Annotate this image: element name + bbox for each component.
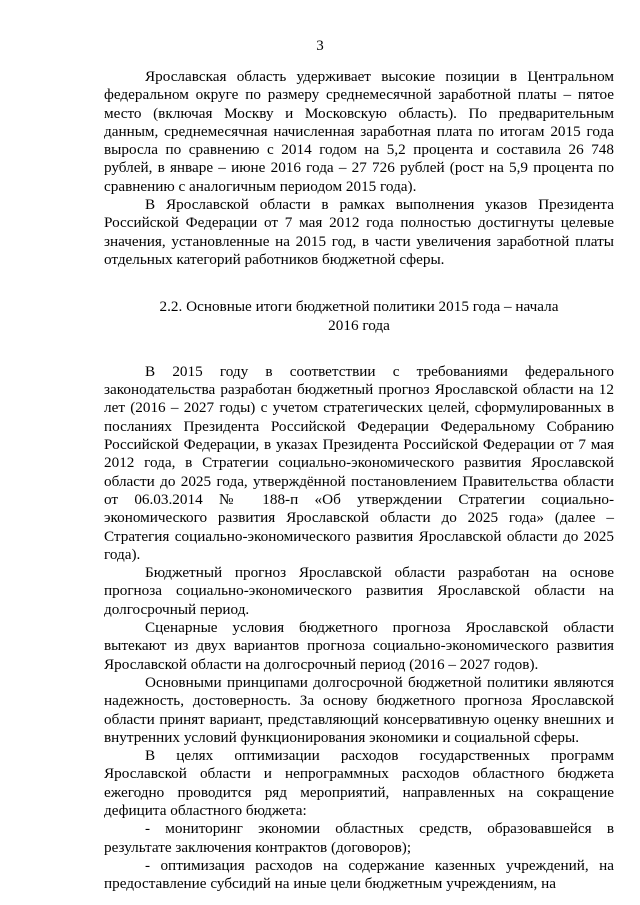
paragraph-principles: Основными принципами долгосрочной бюджетной политики являются надежность, достоверность. За основу бюджетного прогноза Ярославской области принят вариант, представляющий консервативную оценку внешних и внутренних условий функционирования экономики и социальной сферы. [104,673,614,746]
list-item-cost-optimization: - оптимизация расходов на содержание казенных учреждений, на предоставление субсидий на иные цели бюджетным учреждениям, на [104,856,614,893]
list-item-monitoring: - мониторинг экономии областных средств, образовавшейся в результате заключения контрактов (договоров); [104,820,614,856]
page-content [104,68,614,893]
section-heading [104,298,614,335]
paragraph-scenario-conditions: Сценарные условия бюджетного прогноза Ярославской области вытекают из двух вариантов прогноза социально-экономического развития Ярославской области на долгосрочный период (2016 – 2027 годов). [104,619,614,673]
paragraph-presidential-decrees: В Ярославской области в рамках выполнения указов Президента Российской Федерации от 7 мая 2012 года полностью достигнуты целевые значения, установленные на 2015 год, в части увеличения заработной платы отдельных категорий работников бюджетной сферы. [104,196,614,268]
paragraph-budget-forecast: В 2015 году в соответствии с требованиями федерального законодательства разработан бюджетный прогноз Ярославской области на 12 лет (2016 – 2027 годы) с учетом стратегических целей, сформулированных в посланиях Президента Российской Федерации Федеральному Собранию Российской Федерации, в указах Президента Российской Федерации от 7 мая 2012 года, в Стратегии социально-экономического развития Ярославской области до 2025 года, утверждённой постановлением Правительства области от 06.03.2014 № 188-п «Об утверждении Стратегии социально-экономического развития Ярославской области до 2025 года» (далее – Стратегия социально-экономического развития Ярославской области до 2025 года). [104,362,614,563]
paragraph-forecast-basis: Бюджетный прогноз Ярославской области разработан на основе прогноза социально-экономического развития Ярославской области на долгосрочный период. [104,564,614,618]
paragraph-salary-ranking: Ярославская область удерживает высокие позиции в Центральном федеральном округе по размеру среднемесячной заработной платы – пятое место (включая Москву и Московскую область). По предварительным данным, среднемесячная начисленная заработная плата по итогам 2015 года выросла по сравнению с 2014 годом на 5,2 процента и составила 26 748 рублей, в январе – июне 2016 года – 27 726 рублей (рост на 5,9 процента по сравнению с аналогичным периодом 2015 года). [104,68,614,195]
section-heading-line-1: 2.2. Основные итоги бюджетной политики 2015 года – начала [159,298,559,316]
paragraph-optimization: В целях оптимизации расходов государственных программ Ярославской области и непрограммных расходов областного бюджета ежегодно проводится ряд мероприятий, направленных на сокращение дефицита областного бюджета: [104,747,614,819]
section-heading-line-2: 2016 года [328,316,390,334]
page-number: 3 [316,38,324,54]
